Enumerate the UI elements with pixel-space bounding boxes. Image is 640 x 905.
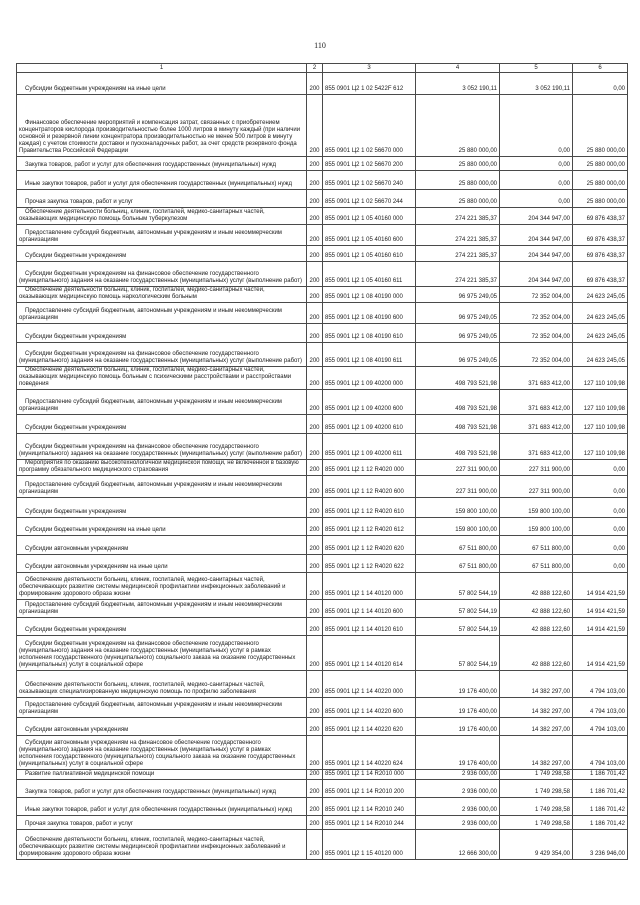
cell-kbk: 855 0901 Ц2 1 02 56670 240 <box>323 171 416 190</box>
table-row <box>17 246 628 262</box>
cell-amount-col4: 96 975 249,05 <box>416 303 500 324</box>
table-row <box>17 573 628 600</box>
cell-amount-col4: 25 880 000,00 <box>416 157 500 171</box>
cell-amount-col5: 371 683 412,00 <box>500 390 573 415</box>
table-row <box>17 208 628 225</box>
cell-code: 200 <box>307 536 323 555</box>
cell-amount-col6: 0,00 <box>573 73 628 95</box>
table-row <box>17 476 628 498</box>
cell-description: Предоставление субсидий бюджетным, автономным учреждениям и иным некоммерческим организациям <box>17 476 307 498</box>
cell-description: Субсидии бюджетным учреждениям <box>17 415 307 434</box>
cell-amount-col6: 25 880 000,00 <box>573 157 628 171</box>
table-row <box>17 225 628 246</box>
cell-amount-col4: 227 311 900,00 <box>416 476 500 498</box>
cell-amount-col6: 14 914 421,59 <box>573 600 628 618</box>
table-row <box>17 498 628 518</box>
cell-code: 200 <box>307 555 323 573</box>
header-cell-col4: 4 <box>416 64 500 73</box>
cell-amount-col4: 274 221 385,37 <box>416 262 500 287</box>
cell-amount-col6: 0,00 <box>573 476 628 498</box>
cell-amount-col5: 1 749 298,58 <box>500 770 573 780</box>
cell-code: 200 <box>307 718 323 736</box>
table-row <box>17 367 628 390</box>
cell-kbk: 855 0901 Ц2 1 14 40120 614 <box>323 636 416 671</box>
cell-amount-col6: 14 914 421,59 <box>573 573 628 600</box>
cell-amount-col5: 42 888 122,60 <box>500 636 573 671</box>
cell-code: 200 <box>307 770 323 780</box>
cell-description: Предоставление субсидий бюджетным, автономным учреждениям и иным некоммерческим организациям <box>17 698 307 718</box>
cell-amount-col5: 72 352 004,00 <box>500 343 573 367</box>
cell-amount-col4: 498 793 521,98 <box>416 415 500 434</box>
cell-kbk: 855 0901 Ц2 1 09 40200 610 <box>323 415 416 434</box>
table-row <box>17 262 628 287</box>
cell-code: 200 <box>307 171 323 190</box>
cell-code: 200 <box>307 636 323 671</box>
cell-code: 200 <box>307 367 323 390</box>
cell-description: Субсидии бюджетным учреждениям на иные цели <box>17 73 307 95</box>
cell-amount-col5: 14 382 297,00 <box>500 736 573 770</box>
table-row <box>17 636 628 671</box>
cell-amount-col6: 1 186 701,42 <box>573 816 628 830</box>
cell-code: 200 <box>307 780 323 798</box>
table-body <box>17 73 628 860</box>
cell-kbk: 855 0901 Ц2 1 05 40160 610 <box>323 246 416 262</box>
table-row <box>17 157 628 171</box>
cell-amount-col4: 19 176 400,00 <box>416 671 500 698</box>
cell-description: Субсидии бюджетным учреждениям <box>17 246 307 262</box>
cell-amount-col4: 2 936 000,00 <box>416 798 500 816</box>
cell-amount-col5: 67 511 800,00 <box>500 536 573 555</box>
cell-code: 200 <box>307 476 323 498</box>
cell-description: Обеспечение деятельности больниц, клиник, госпиталей, медико-санитарных частей, оказывающих медицинскую помощь больным туберкулезом <box>17 208 307 225</box>
cell-description: Обеспечение деятельности больниц, клиник, госпиталей, медико-санитарных частей, оказывающих медицинскую помощь наркологическим больным <box>17 287 307 303</box>
cell-amount-col6: 69 876 438,37 <box>573 208 628 225</box>
cell-amount-col6: 14 914 421,59 <box>573 618 628 636</box>
cell-description: Субсидии бюджетным учреждениям на финансовое обеспечение государственного (муниципального) задания на оказание государственных (муниципальных) услуг (выполнение работ) <box>17 434 307 460</box>
cell-description: Закупка товаров, работ и услуг для обеспечения государственных (муниципальных) нужд <box>17 780 307 798</box>
cell-code: 200 <box>307 460 323 476</box>
cell-amount-col5: 67 511 800,00 <box>500 555 573 573</box>
cell-kbk: 855 0901 Ц2 1 14 R2010 240 <box>323 798 416 816</box>
cell-kbk: 855 0901 Ц2 1 05 40160 000 <box>323 208 416 225</box>
table-row <box>17 600 628 618</box>
cell-amount-col5: 0,00 <box>500 157 573 171</box>
cell-kbk: 855 0901 Ц2 1 14 40220 600 <box>323 698 416 718</box>
cell-amount-col5: 227 311 900,00 <box>500 460 573 476</box>
cell-amount-col4: 227 311 900,00 <box>416 460 500 476</box>
table-header <box>17 64 628 73</box>
cell-amount-col5: 0,00 <box>500 171 573 190</box>
cell-code: 200 <box>307 518 323 536</box>
table-row <box>17 780 628 798</box>
cell-kbk: 855 0901 Ц2 1 08 40190 610 <box>323 324 416 343</box>
cell-amount-col6: 25 880 000,00 <box>573 171 628 190</box>
cell-amount-col4: 57 802 544,19 <box>416 618 500 636</box>
cell-amount-col5: 0,00 <box>500 190 573 208</box>
cell-amount-col4: 96 975 249,05 <box>416 324 500 343</box>
table-row <box>17 415 628 434</box>
table-row <box>17 671 628 698</box>
cell-amount-col4: 96 975 249,05 <box>416 343 500 367</box>
cell-code: 200 <box>307 390 323 415</box>
cell-amount-col6: 4 794 103,00 <box>573 671 628 698</box>
cell-amount-col6: 4 794 103,00 <box>573 698 628 718</box>
table-row <box>17 343 628 367</box>
cell-description: Субсидии бюджетным учреждениям на финансовое обеспечение государственного (муниципального) задания на оказание государственных (муниципальных) услуг (выполнение работ) <box>17 262 307 287</box>
cell-kbk: 855 0901 Ц2 1 02 56670 244 <box>323 190 416 208</box>
cell-description: Обеспечение деятельности больниц, клиник, госпиталей, медико-санитарных частей, обеспечивающих развитие системы медицинской профилактики инфекционных заболеваний и формирование здорового образа жизни <box>17 573 307 600</box>
cell-kbk: 855 0901 Ц2 1 09 40200 000 <box>323 367 416 390</box>
cell-code: 200 <box>307 498 323 518</box>
table-row <box>17 95 628 157</box>
table-row <box>17 770 628 780</box>
cell-description: Прочая закупка товаров, работ и услуг <box>17 816 307 830</box>
cell-amount-col6: 69 876 438,37 <box>573 246 628 262</box>
cell-code: 200 <box>307 262 323 287</box>
cell-amount-col5: 204 344 947,00 <box>500 246 573 262</box>
cell-kbk: 855 0901 Ц2 1 08 40190 611 <box>323 343 416 367</box>
cell-amount-col6: 14 914 421,59 <box>573 636 628 671</box>
cell-amount-col4: 2 936 000,00 <box>416 770 500 780</box>
cell-code: 200 <box>307 208 323 225</box>
cell-amount-col4: 67 511 800,00 <box>416 555 500 573</box>
cell-amount-col4: 159 800 100,00 <box>416 518 500 536</box>
cell-kbk: 855 0901 Ц2 1 08 40190 600 <box>323 303 416 324</box>
cell-kbk: 855 0901 Ц2 1 02 56670 200 <box>323 157 416 171</box>
cell-amount-col5: 42 888 122,60 <box>500 573 573 600</box>
cell-description: Обеспечение деятельности больниц, клиник, госпиталей, медико-санитарных частей, оказывающих медицинскую помощь больным с психическими расстройствами и расстройствами поведения <box>17 367 307 390</box>
cell-amount-col5: 371 683 412,00 <box>500 415 573 434</box>
cell-description: Субсидии автономным учреждениям на финансовое обеспечение государственного (муниципального) задания на оказание государственных (муниципальных) услуг в рамках исполнения государственного (муниципального) социального заказа на оказание государственных (муниципальных) услуг в социальной сфере <box>17 736 307 770</box>
cell-description: Развитие паллиативной медицинской помощи <box>17 770 307 780</box>
cell-description: Иные закупки товаров, работ и услуг для обеспечения государственных (муниципальных) нужд <box>17 798 307 816</box>
cell-description: Предоставление субсидий бюджетным, автономным учреждениям и иным некоммерческим организациям <box>17 303 307 324</box>
cell-amount-col6: 1 186 701,42 <box>573 798 628 816</box>
cell-amount-col5: 204 344 947,00 <box>500 262 573 287</box>
cell-code: 200 <box>307 798 323 816</box>
cell-amount-col4: 19 176 400,00 <box>416 736 500 770</box>
cell-code: 200 <box>307 343 323 367</box>
cell-kbk: 855 0901 Ц2 1 14 40120 000 <box>323 573 416 600</box>
cell-description: Закупка товаров, работ и услуг для обеспечения государственных (муниципальных) нужд <box>17 157 307 171</box>
cell-code: 200 <box>307 324 323 343</box>
cell-description: Субсидии бюджетным учреждениям <box>17 618 307 636</box>
cell-amount-col6: 4 794 103,00 <box>573 718 628 736</box>
cell-amount-col5: 3 052 190,11 <box>500 73 573 95</box>
table-row <box>17 73 628 95</box>
cell-kbk: 855 0901 Ц2 1 14 40220 000 <box>323 671 416 698</box>
cell-kbk: 855 0901 Ц2 1 02 56670 000 <box>323 95 416 157</box>
cell-amount-col5: 1 749 298,58 <box>500 798 573 816</box>
cell-amount-col4: 274 221 385,37 <box>416 208 500 225</box>
table-row <box>17 518 628 536</box>
header-cell-col2: 2 <box>307 64 323 73</box>
table-row <box>17 324 628 343</box>
cell-description: Предоставление субсидий бюджетным, автономным учреждениям и иным некоммерческим организациям <box>17 225 307 246</box>
cell-amount-col6: 1 186 701,42 <box>573 770 628 780</box>
cell-amount-col6: 0,00 <box>573 536 628 555</box>
cell-kbk: 855 0901 Ц2 1 15 40120 000 <box>323 830 416 860</box>
cell-amount-col6: 127 110 109,98 <box>573 390 628 415</box>
table-row <box>17 190 628 208</box>
header-cell-col1: 1 <box>17 64 307 73</box>
cell-amount-col6: 0,00 <box>573 555 628 573</box>
cell-code: 200 <box>307 698 323 718</box>
page-number: 110 <box>314 41 326 50</box>
cell-code: 200 <box>307 415 323 434</box>
cell-amount-col5: 72 352 004,00 <box>500 303 573 324</box>
cell-amount-col6: 69 876 438,37 <box>573 262 628 287</box>
cell-amount-col5: 0,00 <box>500 95 573 157</box>
cell-description: Иные закупки товаров, работ и услуг для обеспечения государственных (муниципальных) нужд <box>17 171 307 190</box>
cell-amount-col6: 4 794 103,00 <box>573 736 628 770</box>
cell-amount-col6: 24 623 245,05 <box>573 303 628 324</box>
budget-table <box>16 63 628 860</box>
table-row <box>17 618 628 636</box>
cell-amount-col6: 24 623 245,05 <box>573 324 628 343</box>
cell-description: Субсидии бюджетным учреждениям на финансовое обеспечение государственного (муниципального) задания на оказание государственных (муниципальных) услуг (выполнение работ) <box>17 343 307 367</box>
cell-amount-col5: 371 683 412,00 <box>500 367 573 390</box>
cell-code: 200 <box>307 573 323 600</box>
cell-amount-col4: 25 880 000,00 <box>416 190 500 208</box>
cell-amount-col5: 204 344 947,00 <box>500 208 573 225</box>
cell-amount-col5: 9 429 354,00 <box>500 830 573 860</box>
cell-amount-col4: 96 975 249,05 <box>416 287 500 303</box>
cell-kbk: 855 0901 Ц2 1 14 40220 624 <box>323 736 416 770</box>
cell-description: Субсидии бюджетным учреждениям на финансовое обеспечение государственного (муниципального) задания на оказание государственных (муниципальных) услуг в рамках исполнения государственного (муниципального) социального заказа на оказание государственных (муниципальных) услуг в социальной сфере <box>17 636 307 671</box>
table-row <box>17 798 628 816</box>
cell-description: Субсидии автономным учреждениям <box>17 536 307 555</box>
cell-kbk: 855 0901 Ц2 1 05 40160 611 <box>323 262 416 287</box>
cell-code: 200 <box>307 671 323 698</box>
cell-kbk: 855 0901 Ц2 1 14 40120 610 <box>323 618 416 636</box>
cell-code: 200 <box>307 830 323 860</box>
cell-kbk: 855 0901 Ц2 1 14 40220 620 <box>323 718 416 736</box>
cell-description: Обеспечение деятельности больниц, клиник, госпиталей, медико-санитарных частей, обеспечивающих развитие системы медицинской профилактики инфекционных заболеваний и формирование здорового образа жизни <box>17 830 307 860</box>
cell-amount-col4: 57 802 544,19 <box>416 636 500 671</box>
cell-amount-col5: 72 352 004,00 <box>500 287 573 303</box>
cell-code: 200 <box>307 287 323 303</box>
cell-amount-col5: 204 344 947,00 <box>500 225 573 246</box>
cell-kbk: 855 0901 Ц2 1 14 R2010 200 <box>323 780 416 798</box>
cell-description: Мероприятия по оказанию высокотехнологичной медицинской помощи, не включенной в базовую программу обязательного медицинского страхования <box>17 460 307 476</box>
cell-amount-col5: 14 382 297,00 <box>500 671 573 698</box>
table-row <box>17 171 628 190</box>
table-row <box>17 460 628 476</box>
cell-kbk: 855 0901 Ц2 1 12 R4020 620 <box>323 536 416 555</box>
cell-code: 200 <box>307 736 323 770</box>
cell-amount-col4: 274 221 385,37 <box>416 246 500 262</box>
cell-code: 200 <box>307 73 323 95</box>
table-row <box>17 303 628 324</box>
cell-amount-col4: 498 793 521,98 <box>416 434 500 460</box>
cell-kbk: 855 0901 Ц2 1 14 R2010 244 <box>323 816 416 830</box>
cell-kbk: 855 0901 Ц2 1 09 40200 611 <box>323 434 416 460</box>
cell-amount-col5: 42 888 122,60 <box>500 618 573 636</box>
cell-kbk: 855 0901 Ц2 1 09 40200 600 <box>323 390 416 415</box>
cell-amount-col6: 69 876 438,37 <box>573 225 628 246</box>
cell-kbk: 855 0901 Ц2 1 02 5422F 612 <box>323 73 416 95</box>
table-row <box>17 736 628 770</box>
cell-amount-col6: 25 880 000,00 <box>573 190 628 208</box>
cell-description: Субсидии автономным учреждениям <box>17 718 307 736</box>
cell-code: 200 <box>307 434 323 460</box>
cell-code: 200 <box>307 225 323 246</box>
table-row <box>17 698 628 718</box>
cell-amount-col4: 12 666 300,00 <box>416 830 500 860</box>
header-cell-col6: 6 <box>573 64 628 73</box>
header-row <box>17 64 628 73</box>
cell-code: 200 <box>307 600 323 618</box>
table-row <box>17 555 628 573</box>
cell-amount-col4: 19 176 400,00 <box>416 718 500 736</box>
cell-amount-col6: 1 186 701,42 <box>573 780 628 798</box>
cell-kbk: 855 0901 Ц2 1 12 R4020 612 <box>323 518 416 536</box>
cell-code: 200 <box>307 303 323 324</box>
cell-amount-col6: 127 110 109,98 <box>573 434 628 460</box>
cell-amount-col4: 498 793 521,98 <box>416 390 500 415</box>
table-row <box>17 536 628 555</box>
cell-kbk: 855 0901 Ц2 1 12 R4020 610 <box>323 498 416 518</box>
cell-code: 200 <box>307 157 323 171</box>
cell-code: 200 <box>307 618 323 636</box>
cell-amount-col4: 2 936 000,00 <box>416 780 500 798</box>
cell-kbk: 855 0901 Ц2 1 14 40120 600 <box>323 600 416 618</box>
table-row <box>17 390 628 415</box>
table-row <box>17 830 628 860</box>
cell-description: Субсидии автономным учреждениям на иные цели <box>17 555 307 573</box>
cell-kbk: 855 0901 Ц2 1 05 40160 600 <box>323 225 416 246</box>
cell-amount-col4: 498 793 521,98 <box>416 367 500 390</box>
cell-amount-col6: 0,00 <box>573 460 628 476</box>
cell-amount-col4: 159 800 100,00 <box>416 498 500 518</box>
cell-amount-col5: 42 888 122,60 <box>500 600 573 618</box>
cell-amount-col5: 14 382 297,00 <box>500 698 573 718</box>
cell-amount-col4: 25 880 000,00 <box>416 95 500 157</box>
cell-kbk: 855 0901 Ц2 1 12 R4020 600 <box>323 476 416 498</box>
cell-description: Субсидии бюджетным учреждениям на иные цели <box>17 518 307 536</box>
cell-kbk: 855 0901 Ц2 1 14 R2010 000 <box>323 770 416 780</box>
cell-description: Предоставление субсидий бюджетным, автономным учреждениям и иным некоммерческим организациям <box>17 600 307 618</box>
cell-code: 200 <box>307 816 323 830</box>
cell-amount-col5: 14 382 297,00 <box>500 718 573 736</box>
cell-amount-col4: 67 511 800,00 <box>416 536 500 555</box>
cell-amount-col4: 2 936 000,00 <box>416 816 500 830</box>
cell-code: 200 <box>307 190 323 208</box>
cell-amount-col6: 127 110 109,98 <box>573 415 628 434</box>
cell-amount-col6: 25 880 000,00 <box>573 95 628 157</box>
cell-amount-col5: 159 800 100,00 <box>500 518 573 536</box>
cell-code: 200 <box>307 246 323 262</box>
cell-description: Финансовое обеспечение мероприятий и компенсация затрат, связанных с приобретением концентраторов кислорода производительностью более 1000 литров в минуту каждый (при наличии основной и резервной линии концентратора производительностью не менее 500 литров в минуту каждая) с учетом стоимости доставки и пусконаладочных работ, за счет средств резервного фонда Правительства Российской Федерации <box>17 95 307 157</box>
header-cell-col5: 5 <box>500 64 573 73</box>
cell-description: Субсидии бюджетным учреждениям <box>17 498 307 518</box>
cell-amount-col5: 227 311 900,00 <box>500 476 573 498</box>
cell-amount-col4: 3 052 190,11 <box>416 73 500 95</box>
cell-amount-col6: 3 236 946,00 <box>573 830 628 860</box>
cell-amount-col4: 57 802 544,19 <box>416 600 500 618</box>
cell-amount-col5: 1 749 298,58 <box>500 816 573 830</box>
cell-kbk: 855 0901 Ц2 1 08 40190 000 <box>323 287 416 303</box>
cell-amount-col6: 127 110 109,98 <box>573 367 628 390</box>
table-row <box>17 816 628 830</box>
cell-kbk: 855 0901 Ц2 1 12 R4020 622 <box>323 555 416 573</box>
cell-description: Прочая закупка товаров, работ и услуг <box>17 190 307 208</box>
cell-amount-col4: 274 221 385,37 <box>416 225 500 246</box>
cell-amount-col6: 0,00 <box>573 498 628 518</box>
cell-amount-col5: 1 749 298,58 <box>500 780 573 798</box>
cell-amount-col4: 25 880 000,00 <box>416 171 500 190</box>
cell-description: Предоставление субсидий бюджетным, автономным учреждениям и иным некоммерческим организациям <box>17 390 307 415</box>
cell-amount-col5: 72 352 004,00 <box>500 324 573 343</box>
header-cell-col3: 3 <box>323 64 416 73</box>
cell-description: Субсидии бюджетным учреждениям <box>17 324 307 343</box>
table-row <box>17 718 628 736</box>
cell-kbk: 855 0901 Ц2 1 12 R4020 000 <box>323 460 416 476</box>
cell-amount-col6: 0,00 <box>573 518 628 536</box>
cell-amount-col5: 371 683 412,00 <box>500 434 573 460</box>
cell-code: 200 <box>307 95 323 157</box>
cell-amount-col6: 24 623 245,05 <box>573 287 628 303</box>
cell-amount-col5: 159 800 100,00 <box>500 498 573 518</box>
table-row <box>17 434 628 460</box>
cell-amount-col4: 57 802 544,19 <box>416 573 500 600</box>
cell-amount-col4: 19 176 400,00 <box>416 698 500 718</box>
cell-amount-col6: 24 623 245,05 <box>573 343 628 367</box>
table-row <box>17 287 628 303</box>
cell-description: Обеспечение деятельности больниц, клиник, госпиталей, медико-санитарных частей, оказывающих специализированную медицинскую помощь по профилю заболевания <box>17 671 307 698</box>
